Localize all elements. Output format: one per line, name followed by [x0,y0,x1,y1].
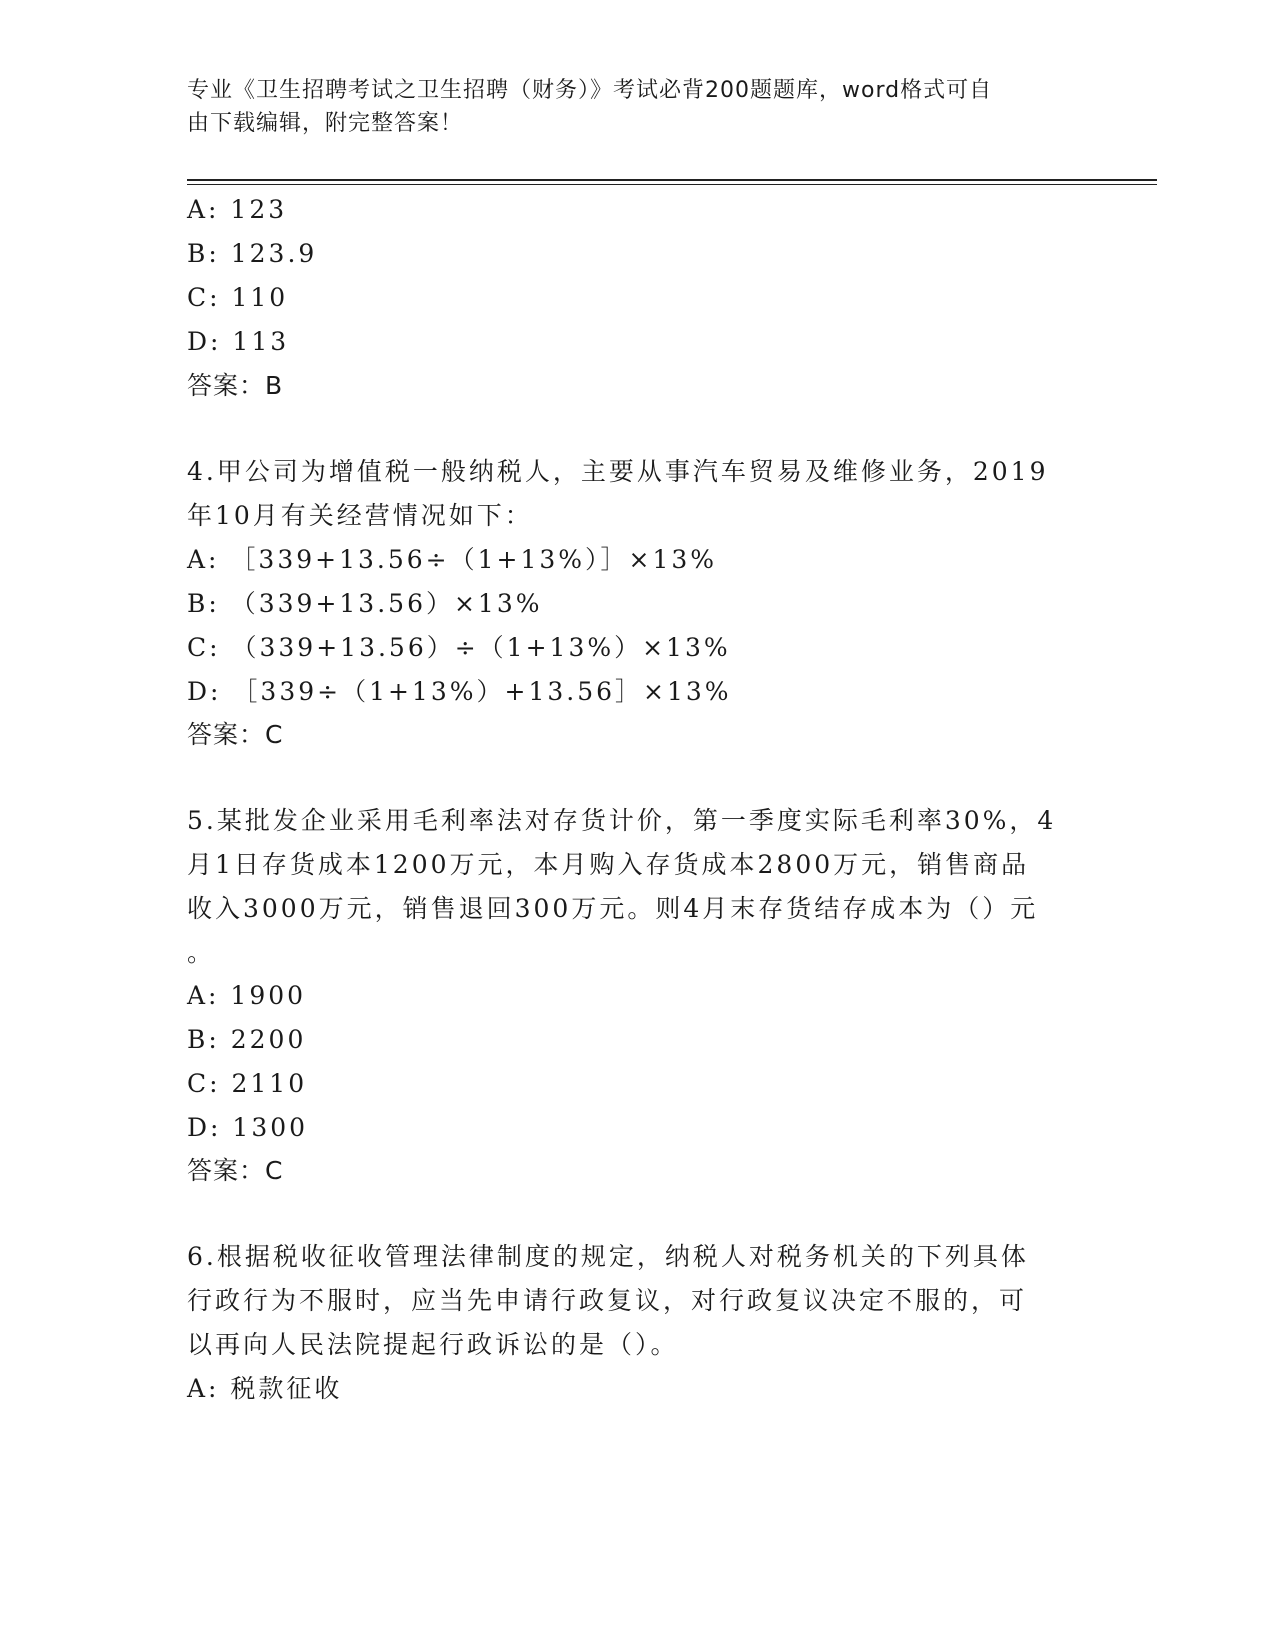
q4-answer: 答案：C [187,720,284,749]
q3-option-c: C: 110 [187,283,289,312]
q3-answer: 答案：B [187,371,284,400]
q5-stem-line-1: 5.某批发企业采用毛利率法对存货计价，第一季度实际毛利率30%，4 [187,806,1057,835]
q4-option-a: A: ［339+13.56÷（1+13%）］×13% [187,545,718,574]
q5-option-d: D: 1300 [187,1113,309,1142]
header-rule-thin [187,184,1157,185]
q3-option-b: B: 123.9 [187,239,318,268]
document-header [187,74,1087,140]
q5-option-c: C: 2110 [187,1069,308,1098]
q5-option-a: A: 1900 [187,981,307,1010]
q4-stem-line-1: 4.甲公司为增值税一般纳税人，主要从事汽车贸易及维修业务，2019 [187,457,1049,486]
q4-option-c: C: （339+13.56）÷（1+13%）×13% [187,633,731,662]
q3-option-d: D: 113 [187,327,290,356]
q4-option-d: D: ［339÷（1+13%）+13.56］×13% [187,677,732,706]
q6-option-a: A: 税款征收 [187,1374,343,1403]
q5-stem-line-3: 收入3000万元，销售退回300万元。则4月末存货结存成本为（）元 [187,894,1039,923]
q3-option-a: A: 123 [187,195,288,224]
q5-option-b: B: 2200 [187,1025,307,1054]
q4-stem-line-2: 年10月有关经营情况如下： [187,501,533,530]
q6-stem-line-3: 以再向人民法院提起行政诉讼的是（）。 [187,1330,679,1359]
header-line-2: 由下载编辑，附完整答案！ [187,111,464,136]
q6-stem-line-2: 行政行为不服时，应当先申请行政复议，对行政复议决定不服的，可 [187,1286,1028,1315]
header-rule-thick [187,179,1157,181]
q5-stem-line-2: 月1日存货成本1200万元，本月购入存货成本2800万元，销售商品 [187,850,1030,879]
q5-stem-line-4: 。 [187,938,216,967]
q4-option-b: B: （339+13.56）×13% [187,589,543,618]
q6-stem-line-1: 6.根据税收征收管理法律制度的规定，纳税人对税务机关的下列具体 [187,1242,1029,1271]
header-line-1: 专业《卫生招聘考试之卫生招聘（财务）》考试必背200题题库，word格式可自 [187,78,993,103]
q5-answer: 答案：C [187,1156,284,1185]
